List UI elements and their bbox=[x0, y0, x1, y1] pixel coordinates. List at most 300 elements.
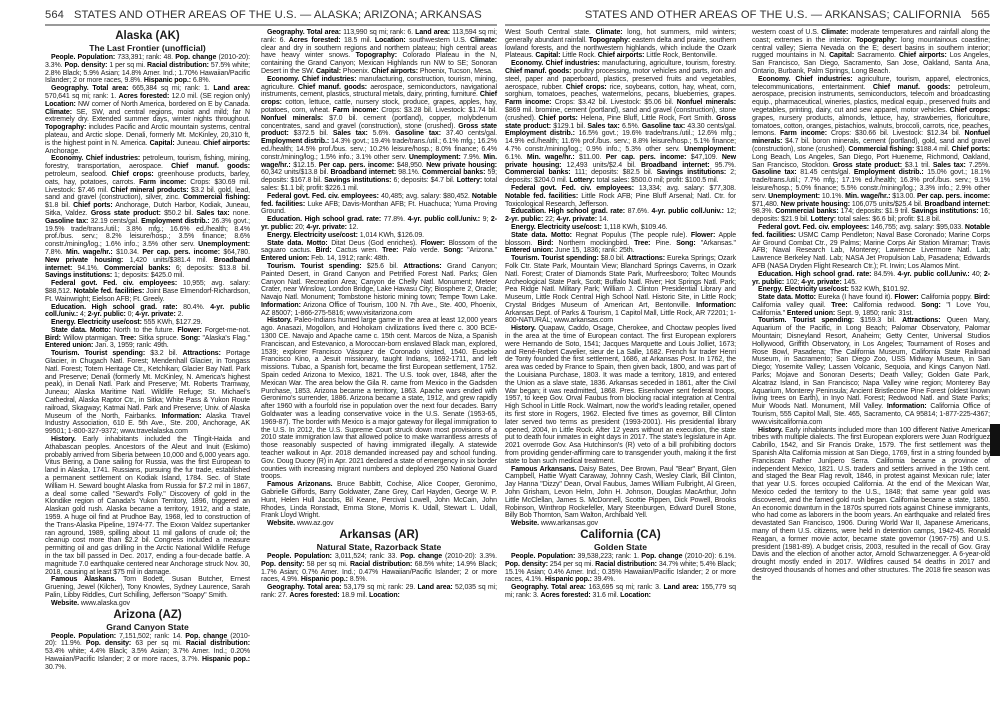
field-value: 95.7%. bbox=[709, 161, 737, 169]
field-label: Flower: bbox=[177, 326, 202, 334]
field-label: 4-yr. public coll./univ.: bbox=[897, 270, 970, 278]
right-head-rule bbox=[505, 24, 990, 26]
field-value: (2010-20): 3.3%. bbox=[45, 54, 250, 69]
field-label: Bird: bbox=[315, 247, 332, 255]
field-value: West South Central state. bbox=[505, 29, 596, 36]
field-value: 98.1%. bbox=[396, 169, 422, 177]
entry-paragraph bbox=[261, 317, 497, 481]
entry-paragraph bbox=[45, 436, 250, 576]
field-value: Eureka (I have found it). bbox=[815, 294, 895, 302]
field-value: 26.3% govt.; 19.5% trade/trans./util.; 3.8% mfg.; 16.6% ed./health; 8.4% prof./bus. serv.; 8.2% leisure/hosp.; 3.5% finance; 8.6% constr./mining/log.; 1.6% info.; 3.5% other serv. bbox=[45, 217, 251, 249]
field-label: Education. High school grad. rate: bbox=[758, 270, 872, 278]
field-value: 555 KWh, $127.29. bbox=[141, 319, 203, 327]
field-label: Employment distrib.: bbox=[141, 217, 210, 225]
field-label: Racial distribution: bbox=[185, 640, 251, 648]
field-value: Quapaw, Caddo, Osage, Cherokee, and Choctaw peoples lived in the area at the time of European contact. The first European explorers were Hernando de Soto, 1541; Jacques Marquette and Louis Jolliet, 1673; and René-Robert Cavelier, sieur de La Salle, 1682. French fur trader Henri de Tonty founded the first settlement, 1686, at Arkansas Post. In 1762, the area was ceded by France to Spain, then given back, 1800, and was part of the Louisiana Purchase, 1803. It was made a territory, 1819, and entered the Union as a slave state, 1836. Arkansas seceded in 1861, after the Civil War began; it was readmitted, 1868. Pres. Eisenhower sent federal troops, 1957, to keep Gov. Orval Faubus from blocking racial integration at Central High School in Little Rock. Walmart, now the world's leading retailer, opened its first store in Rogers, 1962. Elected five times as governor, Bill Clinton later served two terms as president (1993-2001). His presidential library opened, 2004, in Little Rock. After 12 years without an execution, the state put to death four inmates in eight days in 2017. The state's legislature in Apr. 2021 overrode Gov. Asa Hutchinson's (R) veto of a bill prohibiting doctors from providing gender-affirming care to transgender youth, making it the first state to ban such medical treatment. bbox=[505, 325, 736, 465]
field-label: Topography: bbox=[45, 124, 87, 132]
left-page-number: 564 bbox=[45, 9, 64, 21]
field-label: Sales tax: bbox=[587, 122, 620, 130]
entry-paragraph bbox=[45, 85, 250, 155]
field-value: Crops: $3.42 bil. Livestock: $5.06 bil. bbox=[551, 99, 677, 107]
field-label: 2-yr. public: bbox=[752, 270, 990, 286]
entry-paragraph bbox=[752, 271, 990, 287]
field-label: Sales tax: bbox=[932, 161, 966, 169]
field-label: Bird: bbox=[537, 239, 554, 247]
field-label: Gasoline tax: bbox=[395, 130, 441, 138]
field-label: Entered union: bbox=[505, 247, 554, 255]
field-value: Helena, Pine Bluff, Little Rock, Fort Smith. bbox=[577, 114, 717, 122]
field-value: 58 per sq mi. bbox=[304, 560, 351, 568]
field-label: Gasoline tax: bbox=[641, 122, 686, 130]
field-value: $71,480. bbox=[752, 200, 781, 208]
field-label: Economy. Chief industries: bbox=[51, 155, 141, 163]
field-label: History. bbox=[511, 325, 536, 333]
field-value: $1.8 bil. bbox=[45, 202, 74, 210]
field-value: California Office of Tourism, 555 Capitol Mall, Ste. 465, Sacramento, CA 95814; 1-877-225-4367; www.visitcalifornia.com bbox=[752, 403, 990, 426]
field-value: Apple blossom. bbox=[505, 231, 737, 247]
field-label: Notable fed. facilities: bbox=[73, 287, 145, 295]
field-label: Pop. change bbox=[185, 632, 228, 640]
field-value: (2010-20): 11.9%. bbox=[45, 632, 250, 648]
field-label: People. Population: bbox=[51, 632, 117, 640]
field-label: Information: bbox=[696, 301, 736, 309]
field-label: Gross state product: bbox=[90, 209, 161, 217]
field-value: Pine. bbox=[650, 239, 677, 247]
field-label: Chief crops: bbox=[111, 170, 154, 178]
field-value: Anchorage. bbox=[45, 147, 81, 155]
field-value: 40; bbox=[969, 270, 984, 278]
field-value: www.alaska.gov bbox=[79, 599, 130, 607]
field-value: 31.6 mil. bbox=[590, 591, 621, 599]
entry-paragraph bbox=[752, 317, 990, 426]
field-label: Tourism. Tourist spending: bbox=[267, 262, 362, 270]
field-value: Blossom of the saguaro cactus. bbox=[261, 239, 498, 255]
column-2 bbox=[261, 29, 497, 600]
field-value: manufacturing, construction, tourism, mining, agriculture. bbox=[261, 75, 497, 91]
field-value: rice, soybeans, cotton, hay, wheat, corn, sorghum, tomatoes, peaches, watermelons, pecans, blueberries, grapes. bbox=[505, 83, 736, 99]
field-value: eastern delta and prairie, southern lowland forests, and the northwestern highlands, which include the Ozark Plateaus. bbox=[505, 36, 736, 60]
field-value: Eureka Springs; Ozark Folk Ctr. State Park, Mountain View; Blanchard Springs Caverns, in Ozark Natl. Forest; Crater of Diamonds State Park, Murfreesboro; Toltec Mounds Archeological State Park, Scott; Buffalo Natl. River; Hot Springs Natl. Park; Pea Ridge Natl. Military Park; William J. Clinton Presidential Library and Museum, Little Rock Central High School Natl. Historic Site, in Little Rock; Crystal Bridges Museum of American Art, Bentonville. bbox=[505, 255, 736, 309]
field-label: Tourism. Tourist spending: bbox=[51, 350, 146, 358]
right-page-number: 565 bbox=[971, 9, 990, 21]
entry-paragraph bbox=[505, 224, 736, 232]
field-value: 665,384 sq mi; rank: 1. bbox=[128, 85, 214, 93]
field-value: www.az.gov bbox=[295, 520, 334, 528]
field-label: 4-yr. public coll./univ.: bbox=[45, 303, 250, 319]
field-label: Tree: bbox=[634, 239, 651, 247]
field-value: 3,011,524; rank: 33. bbox=[331, 553, 401, 560]
field-value: 57.5% white; 2.8% Black; 5.9% Asian; 14.8% Amer. Ind.; 1.70% Hawaiian/Pacific Islander; 2 or more races, 9.8%. bbox=[45, 61, 251, 85]
field-value: $8.0 bil. bbox=[598, 255, 627, 263]
column-3 bbox=[505, 29, 736, 600]
field-value: 5.6%. bbox=[367, 130, 396, 138]
field-value: 18.9 mil. bbox=[339, 591, 370, 599]
field-value: California poppy. bbox=[918, 294, 975, 302]
entry-paragraph bbox=[505, 185, 736, 208]
field-value: 113,990 sq mi; rank: 6. bbox=[340, 29, 416, 36]
field-label: Song: bbox=[676, 239, 696, 247]
right-running-head bbox=[575, 9, 990, 21]
field-label: Education. High school grad. rate: bbox=[511, 208, 626, 216]
entry-paragraph bbox=[261, 553, 497, 584]
field-value: 254 per sq mi. bbox=[547, 560, 596, 568]
field-label: Topography: bbox=[355, 52, 397, 60]
entry-paragraph bbox=[45, 576, 250, 599]
field-value: 12; bbox=[723, 208, 736, 216]
field-value: Portage Glacier, in Chugach Natl. Forest; Mendenhall Glacier, in Tongass Natl. Forest; Totem Heritage Ctr., Ketchikan; Glacier Bay Natl. Park and Preserve; Denali (formerly Mt. McKinley, N. America's highest peak), in Denali Natl. Park and Preserve; Mt. Roberts Tramway, Juneau; Alaska Maritime Natl. Wildlife Refuge; St. Michael's Cathedral, Alaska Raptor Ctr., in Sitka; White Pass & Yukon Route railroad, Skagway; Katmai Natl. Park and Preserve; Univ. of Alaska Museum of the North, Fairbanks. bbox=[45, 350, 250, 420]
field-label: Location: bbox=[369, 591, 400, 599]
field-label: Savings institutions: bbox=[45, 272, 113, 280]
entry-paragraph bbox=[261, 240, 497, 263]
field-label: Commercial fishing: bbox=[182, 194, 250, 202]
field-value: 34.7% white; 5.4% Black; 15.1% Asian; 0.4% Amer. Ind.; 0.35% Hawaiian/Pacific Islander; 2 or more races, 4.1%. bbox=[505, 560, 736, 584]
field-value: southwestern U.S. bbox=[405, 36, 471, 44]
field-value: 12.0 mil. (SE region only) bbox=[169, 92, 251, 100]
field-label: Notable fed. facilities: bbox=[505, 192, 579, 200]
field-label: Famous Arkansans. bbox=[511, 465, 577, 473]
field-value: $12.15. bbox=[290, 161, 319, 169]
field-label: Federal govt. Fed. civ. employees: bbox=[267, 192, 379, 200]
field-value: 15.0% govt.; 18.1% trade/trans./util.; 7.7% mfg.; 17.1% ed./health; 16.3% prof./bus. serv.; 9.1% leisure/hosp.; 5.0% finance; 5.5% constr./mining/log.; 3.3% info.; 2.9% other serv. bbox=[752, 169, 991, 200]
field-label: Acres forested: bbox=[288, 36, 341, 44]
field-label: Nonfuel minerals: bbox=[752, 130, 990, 146]
column-4 bbox=[752, 29, 990, 583]
field-value: Crops: $3.28 bil. Livestock: $1.74 bil. bbox=[378, 106, 497, 114]
state-heading: Arizona (AZ) bbox=[113, 608, 182, 621]
field-value: Sitka spruce. bbox=[136, 334, 181, 342]
field-label: People. Population: bbox=[267, 553, 332, 560]
field-value: $10.34. bbox=[112, 248, 143, 256]
field-value: Northern mockingbird. bbox=[553, 239, 635, 247]
field-value: SE, SW, and central regions, moist and mild; far N extremely dry. Extended summer days, winter nights throughout. bbox=[45, 108, 250, 124]
field-value: $11.00. bbox=[574, 153, 606, 161]
entry-paragraph bbox=[261, 76, 497, 193]
field-value: 80.4%. bbox=[177, 303, 211, 311]
field-value: 145. bbox=[841, 278, 857, 286]
field-value: 113,594 sq mi; rank: 6. bbox=[261, 29, 497, 44]
field-label: Chief mineral products: bbox=[110, 186, 189, 194]
field-value: cotton, lettuce, cattle, nursery stock, produce, grapes, apples, hay, potatoes, corn, wheat. bbox=[261, 99, 497, 114]
field-label: Commercial banks: bbox=[103, 264, 171, 272]
field-label: State data. Motto: bbox=[267, 239, 328, 247]
entry-paragraph bbox=[752, 427, 990, 583]
field-value: 6.8%. bbox=[191, 77, 211, 85]
field-label: Chief manuf. goods: bbox=[297, 83, 368, 91]
field-value: 14.3% govt.; 19.4% trade/trans./util.; 6.1% mfg.; 16.2% ed./health; 14.5% prof./bus. serv.; 10.2% leisure/hosp.; 8.0% finance; 6.4% constr./mining/log.; 1.5% info.; 3.1% other serv. bbox=[261, 138, 497, 161]
field-label: Acres forested: bbox=[118, 92, 170, 100]
field-value: 53.4% white; 4.4% Black; 3.5% Asian; 3.7% Amer. Ind.; 0.20% Hawaiian/Pacific Islander; 2 or more races, 3.7%. bbox=[45, 648, 250, 663]
state-nickname: Golden State bbox=[593, 542, 647, 552]
field-label: Climate: bbox=[470, 36, 498, 44]
field-label: State data. Motto: bbox=[511, 231, 572, 239]
field-value: 12. bbox=[346, 223, 359, 231]
field-label: Topography: bbox=[588, 36, 631, 44]
field-value: Los Angeles, San Francisco, San Diego, Sacramento, San Jose, Oakland, Santa Ana, Ontario, Burbank, Palm Springs, Long Beach. bbox=[752, 52, 990, 75]
field-value: long, hot summers, mild winters; generally abundant rainfall. bbox=[505, 29, 737, 44]
field-label: Chief manuf. goods: bbox=[872, 83, 951, 91]
thumb-index-tab bbox=[990, 424, 1000, 456]
field-value: 68.5% white; 14.9% Black; 1.7% Asian; 0.7% Amer. Ind.; 0.47% Hawaiian/Pacific Islander; 2 or more races, 4.9%. bbox=[261, 560, 498, 584]
entry-paragraph bbox=[261, 29, 497, 76]
field-label: Climate: bbox=[595, 29, 623, 36]
field-label: Commercial fishing: bbox=[848, 145, 915, 153]
entry-paragraph bbox=[45, 54, 250, 85]
field-label: Savings institutions: bbox=[911, 208, 979, 216]
field-value: 52,035 sq mi; rank: 27. bbox=[261, 584, 497, 599]
field-label: Gasoline tax: bbox=[45, 217, 89, 225]
field-value: 9; bbox=[480, 216, 491, 224]
field-value: Early inhabitants included the Tlingit-Haida and Athabascan peoples. Ancestors of the Aleut and Inuit (Eskimo) probably arrived from Siberia between 10,000 and 6,000 years ago. Vitus Bering, a Dane sailing for Russia, was the first European to land in Alaska, 1741. Russians, pursuing the fur trade, established a permanent settlement on Kodiak Island, 1784. Sec. of State William H. Seward bought Alaska from Russia for $7.2 mil in 1867, a deal some called "Seward's Folly." Discovery of gold in the Klondike region of Canada's Yukon Territory, 1896, triggered an Alaskan gold rush. Alaska became a territory, 1912, and a state, 1959. A huge oil find at Prudhoe Bay, 1968, led to construction of the Trans-Alaska Pipeline, 1974-77. The Exxon Valdez supertanker ran aground, 1989, spilling about 11 mil gallons of crude oil; the cleanup cost more than $2.2 bil. Congress included a measure permitting oil and gas drilling in the Arctic National Wildlife Refuge in the tax bill passed in Dec. 2017, ending a four-decade battle. A magnitude 7.0 earthquake centered near Anchorage struck Nov. 30, 2018, causing at least $75 mil in damage. bbox=[45, 436, 250, 576]
field-value: NW corner of North America, bordered on E by Canada. bbox=[75, 100, 250, 108]
field-value: $159.3 bil. bbox=[854, 317, 903, 325]
field-label: State data. Motto: bbox=[51, 326, 111, 334]
field-label: History. bbox=[51, 436, 76, 444]
field-value: total sales: $500.0 mil; profit: $100.5 mil. bbox=[594, 177, 719, 185]
field-label: Climate: bbox=[45, 108, 72, 116]
field-label: Geography. Total area: bbox=[267, 29, 341, 36]
field-value: Long Beach, Los Angeles, San Diego, Port Hueneme, Richmond, Oakland, San Francisco, Stockton. bbox=[752, 153, 990, 169]
field-value: 6; deposits: $4.7 bil. bbox=[391, 177, 457, 185]
field-label: Employment distrib.: bbox=[505, 130, 575, 138]
field-label: Pop. density: bbox=[505, 560, 548, 568]
field-value: $129.1 bil. bbox=[550, 122, 588, 130]
field-value: 16; deposits: $21.9 bil. bbox=[752, 208, 990, 224]
column-1 bbox=[45, 29, 250, 672]
field-label: Economy. Chief industries: bbox=[758, 75, 853, 83]
field-label: Hispanic pop.: bbox=[300, 576, 348, 584]
field-value: 7.25%. bbox=[965, 161, 990, 169]
field-label: Notable fed. facilities: bbox=[752, 223, 990, 239]
entry-paragraph bbox=[261, 481, 497, 520]
field-value: "I Love You, California." bbox=[752, 301, 990, 317]
field-label: 2-yr. public: bbox=[87, 311, 126, 319]
field-label: Sales tax: bbox=[332, 130, 368, 138]
field-value: 2; deposits: $204.0 mil. bbox=[505, 169, 736, 185]
field-value: Luke AFB; Davis-Monthan AFB; Ft. Huachuca; Yuma Proving Ground. bbox=[261, 200, 497, 216]
field-value: 20; bbox=[293, 223, 307, 231]
field-value: 532 KWh, $101.92. bbox=[848, 286, 910, 294]
field-value: Anchorage, Dutch Harbor, Kodiak, Juneau, Sitka, Valdez. bbox=[45, 202, 250, 217]
field-label: Broadband internet: bbox=[924, 200, 990, 208]
field-value: $188.4 mil. bbox=[914, 145, 952, 153]
field-label: Min. wage/hr.: bbox=[261, 153, 497, 169]
field-value: 7.8%. bbox=[45, 248, 66, 256]
field-label: Song: bbox=[921, 301, 941, 309]
field-value: manufacturing, agriculture, tourism, forestry. bbox=[599, 60, 736, 68]
field-value: western coast of U.S. bbox=[752, 29, 822, 36]
field-value: Phoenix, Tucson, Mesa. bbox=[418, 67, 493, 75]
field-value: 30.7%. bbox=[45, 663, 67, 671]
field-label: Chief ports: bbox=[538, 114, 578, 122]
field-label: Energy. Electricity use/cost: bbox=[511, 223, 602, 231]
entry-paragraph bbox=[261, 232, 497, 240]
field-value: 22; bbox=[543, 216, 557, 224]
field-value: aerospace, semiconductors, navigational instruments, cement, plastics, structural metals, dairy, printing, furniture. bbox=[261, 83, 497, 99]
field-value: $869 mil. bromine, cement (portland), sand and gravel (construction), stone (crushed). bbox=[505, 106, 736, 122]
field-value: 40,485; avg. salary: $80,452. bbox=[378, 192, 472, 200]
field-value: 102; bbox=[784, 278, 802, 286]
field-label: Chief manuf. goods: bbox=[171, 163, 250, 171]
field-label: Federal govt. Fed. civ. employees: bbox=[758, 223, 870, 231]
field-value: 1,118 KWh, $109.46. bbox=[601, 223, 668, 231]
entry-paragraph bbox=[505, 466, 736, 521]
field-value: 6; deposits: $13.8 bil. bbox=[170, 264, 250, 272]
field-label: Capital: bbox=[829, 52, 855, 60]
field-label: Attractions: bbox=[626, 255, 665, 263]
field-label: Gross state product: bbox=[832, 161, 903, 169]
field-value: 98.3%. bbox=[752, 208, 776, 216]
field-value: $47,109. bbox=[686, 153, 722, 161]
field-label: Website. bbox=[51, 599, 80, 607]
field-value: 94.1%. bbox=[72, 264, 104, 272]
field-label: Gasoline tax: bbox=[752, 169, 797, 177]
field-value: poultry processing, motor vehicles and parts, iron and steel, paper and paperboard, plastics, preserved fruits and vegetables, aerospace, rubber. bbox=[505, 67, 736, 91]
entry-paragraph bbox=[45, 350, 250, 436]
entry-paragraph bbox=[505, 553, 736, 584]
field-label: Farm income: bbox=[505, 99, 552, 107]
state-heading: Arkansas (AR) bbox=[339, 529, 419, 541]
field-value: (2010-20): 6.1%. bbox=[682, 553, 736, 560]
field-value: $25.6 bil. bbox=[361, 262, 404, 270]
field-label: Climate: bbox=[821, 29, 849, 36]
field-label: Employment distrib.: bbox=[261, 138, 330, 146]
field-label: New private housing: bbox=[426, 161, 498, 169]
field-label: Employment distrib.: bbox=[853, 169, 924, 177]
field-label: Chief manuf. goods: bbox=[505, 67, 572, 75]
field-value: 1,014 KWh, $126.09. bbox=[357, 231, 425, 239]
field-value: Cactus wren. bbox=[331, 247, 383, 255]
field-value: 4; bbox=[78, 311, 88, 319]
field-label: Federal govt. Fed. civ. employees: bbox=[511, 184, 634, 192]
field-label: 4-yr. private: bbox=[135, 311, 176, 319]
field-value: 63 per sq mi. bbox=[131, 640, 186, 648]
field-label: Education. High school grad. rate: bbox=[51, 303, 178, 311]
field-value: 7,151,502; rank: 14. bbox=[116, 632, 186, 640]
field-value: Grand Canyon; Painted Desert, in Grand Canyon and Petrified Forest Natl. Parks; Glen Canyon Natl. Recreation Area; Canyon de Chelly Natl. Monument; Meteor Crater, near Winslow; London Bridge, Lake Havasu City; Biosphere 2, Oracle; Navajo Natl. Monument; Tombstone historic mining town; Tempe Town Lake. bbox=[261, 262, 497, 302]
left-head-rule bbox=[45, 24, 497, 26]
field-label: New private housing: bbox=[505, 153, 736, 169]
field-label: Geography. Total area: bbox=[267, 584, 342, 592]
field-value: California redwood. bbox=[847, 301, 922, 309]
field-label: Energy. Electricity use/cost: bbox=[758, 286, 849, 294]
field-label: Acres forested: bbox=[289, 591, 340, 599]
field-value: Juneau. bbox=[174, 139, 204, 147]
field-value: Phoenix. bbox=[341, 67, 372, 75]
entry-paragraph bbox=[505, 60, 736, 185]
state-nickname: Grand Canyon State bbox=[106, 621, 189, 632]
field-value: long mountainous coastline; central valley; Sierra Nevada on the E; desert basins in southern interior; rugged mountains in N. bbox=[752, 36, 990, 60]
field-label: Song: bbox=[180, 334, 201, 342]
field-value: Alaska Travel Industry Association, 610 E. 5th Ave., Ste. 200, Anchorage, AK 99501; 1-800-327-9372; www.travelalaska.com bbox=[45, 412, 250, 436]
field-value: "Alaska's Flag." bbox=[200, 334, 250, 342]
field-value: 39,538,223; rank: 1. bbox=[575, 553, 642, 560]
field-value: (2010-20): 3.3%. bbox=[442, 553, 497, 560]
field-label: 2-yr. public: bbox=[505, 216, 544, 224]
field-label: Entered union: bbox=[45, 342, 94, 350]
field-value: Sept. 9, 1850; rank: 31st. bbox=[835, 309, 914, 317]
field-value: 2. bbox=[175, 311, 184, 319]
field-value: $3.1 tril. bbox=[902, 161, 933, 169]
field-value: 87.6%. bbox=[625, 208, 652, 216]
field-label: Sales tax: bbox=[196, 209, 230, 217]
field-value: 18.5 mil. bbox=[340, 36, 375, 44]
field-value: Palo verde. bbox=[398, 247, 444, 255]
field-label: Lottery: bbox=[810, 216, 837, 224]
field-label: Flower: bbox=[420, 239, 445, 247]
field-label: New private housing: bbox=[780, 200, 850, 208]
field-value: www.arkansas.gov bbox=[539, 520, 598, 528]
field-label: Unemployment: bbox=[408, 153, 461, 161]
field-value: 0; bbox=[125, 311, 136, 319]
continued-paragraph bbox=[505, 29, 736, 60]
field-label: Tourism. Tourist spending: bbox=[758, 317, 855, 325]
field-label: Land area: bbox=[417, 584, 453, 592]
field-value: moderate temperatures and rainfall along the coast; extremes in the interior. bbox=[752, 29, 990, 44]
field-value: 12,493 units/$2.4 bil. bbox=[561, 161, 641, 169]
field-label: 4-yr. private: bbox=[556, 216, 597, 224]
field-value: Daisy Bates, Dee Brown, Paul "Bear" Bryant, Glen Campbell, Hattie Wyatt Caraway, Johnny Cash, Wesley Clark, Bill Clinton, Jay Hanna "Dizzy" Dean, Orval Faubus, James William Fulbright, Al Green, John Grisham, Levon Helm, John H. Johnson, Douglas MacArthur, John Little McClellan, James S. McDonnell, Scottie Pippen, Dick Powell, Brooks Robinson, Winthrop Rockefeller, Mary Steenburgen, Edward Durell Stone, Billy Bob Thornton, Sam Walton, Archibald Yell. bbox=[505, 465, 737, 520]
field-label: Tourism. Tourist spending: bbox=[511, 255, 599, 263]
field-value: agriculture, tourism, apparel, electronics, telecommunications, entertainment. bbox=[752, 75, 991, 91]
field-label: Farm income: bbox=[332, 106, 379, 114]
entry-paragraph bbox=[45, 304, 250, 320]
field-label: Chief airports: bbox=[898, 52, 947, 60]
field-label: Savings institutions: bbox=[324, 177, 392, 185]
field-label: Chief airports: bbox=[203, 139, 251, 147]
entry-paragraph bbox=[505, 232, 736, 255]
field-value: 10,955; avg. salary: $88,512. bbox=[45, 280, 250, 295]
field-label: Pop. change bbox=[641, 553, 683, 560]
field-label: Capital: bbox=[535, 52, 561, 60]
field-label: 2-yr. public: bbox=[261, 216, 497, 231]
field-label: Bird: bbox=[45, 334, 61, 342]
entry-paragraph bbox=[505, 584, 736, 600]
field-label: Economy. Chief industries: bbox=[267, 75, 357, 83]
field-label: Entered union: bbox=[786, 309, 836, 317]
continued-paragraph bbox=[752, 29, 990, 76]
field-label: Gross state product: bbox=[505, 114, 736, 130]
field-value: Crops: $30.69 mil. Livestock: $7.46 mil. bbox=[45, 178, 250, 194]
field-value: Joint Base Elmendorf-Richardson, Ft. Wainwright; Eielson AFB; Ft. Greely. bbox=[45, 287, 250, 303]
field-value: Crops: $30.66 bil. Livestock: $12.34 bil. bbox=[827, 130, 965, 138]
entry-paragraph bbox=[505, 208, 736, 224]
field-label: People. Population: bbox=[511, 553, 576, 560]
field-value: Regnat Populus (The people rule). bbox=[571, 231, 691, 239]
field-value: $50.2 bil. bbox=[160, 209, 197, 217]
field-value: total sales: $6.6 bil; profit: $1.8 bil. bbox=[836, 216, 941, 224]
field-value: Feb. 14, 1912; rank: 48th. bbox=[309, 255, 390, 263]
field-value: $7.0 bil. cement (portland), copper, molybdenum concentrates, sand and gravel (construction), stone (crushed). bbox=[261, 114, 497, 130]
field-label: History. bbox=[267, 317, 292, 325]
field-label: Tree: bbox=[831, 301, 848, 309]
field-value: 733,391; rank: 48. bbox=[115, 54, 176, 61]
field-value: Ditat Deus (God enriches). bbox=[327, 239, 421, 247]
field-label: Famous Alaskans. bbox=[51, 576, 117, 584]
field-label: History. bbox=[758, 426, 783, 434]
field-label: Racial distribution: bbox=[595, 560, 657, 568]
field-value: none. bbox=[229, 209, 251, 217]
field-value: "Arizona." bbox=[462, 247, 497, 255]
field-value: Queen Mary, Aquarium of the Pacific, in Long Beach; Palomar Observatory, Palomar Mountain; Disneyland Resort, Anaheim; Getty Center, Universal Studios Hollywood, Griffith Observatory, in Los Angeles; Tournament of Roses and Rose Bowl, Pasadena; The California Museum, California State Railroad Museum, in Sacramento; San Diego Zoo, USS Midway Museum, in San Diego; Yosemite Valley; Lassen Volcanic, Sequoia, and Kings Canyon Natl. Parks; Mojave and Sonoran Deserts; Death Valley; Golden Gate Park, Alcatraz Island, in San Francisco; Napa Valley wine region; Monterey Bay Aquarium, Monterey Peninsula; Ancient Bristlecone Pine Forest (oldest known living trees on Earth), in Inyo Natl. Forest; Redwood Natl. and State Parks; Muir Woods Natl. Monument, Mill Valley. bbox=[752, 317, 990, 411]
field-label: Capital: bbox=[149, 139, 175, 147]
field-label: Farm income: bbox=[779, 130, 827, 138]
field-label: Attractions: bbox=[902, 317, 941, 325]
field-label: Hispanic pop.: bbox=[544, 576, 592, 584]
field-value: 1 per sq mi. bbox=[107, 61, 148, 69]
field-value: 60,342 units/$13.8 bil. bbox=[261, 169, 331, 177]
field-label: Website. bbox=[267, 520, 296, 528]
field-label: Bird: bbox=[974, 294, 990, 302]
